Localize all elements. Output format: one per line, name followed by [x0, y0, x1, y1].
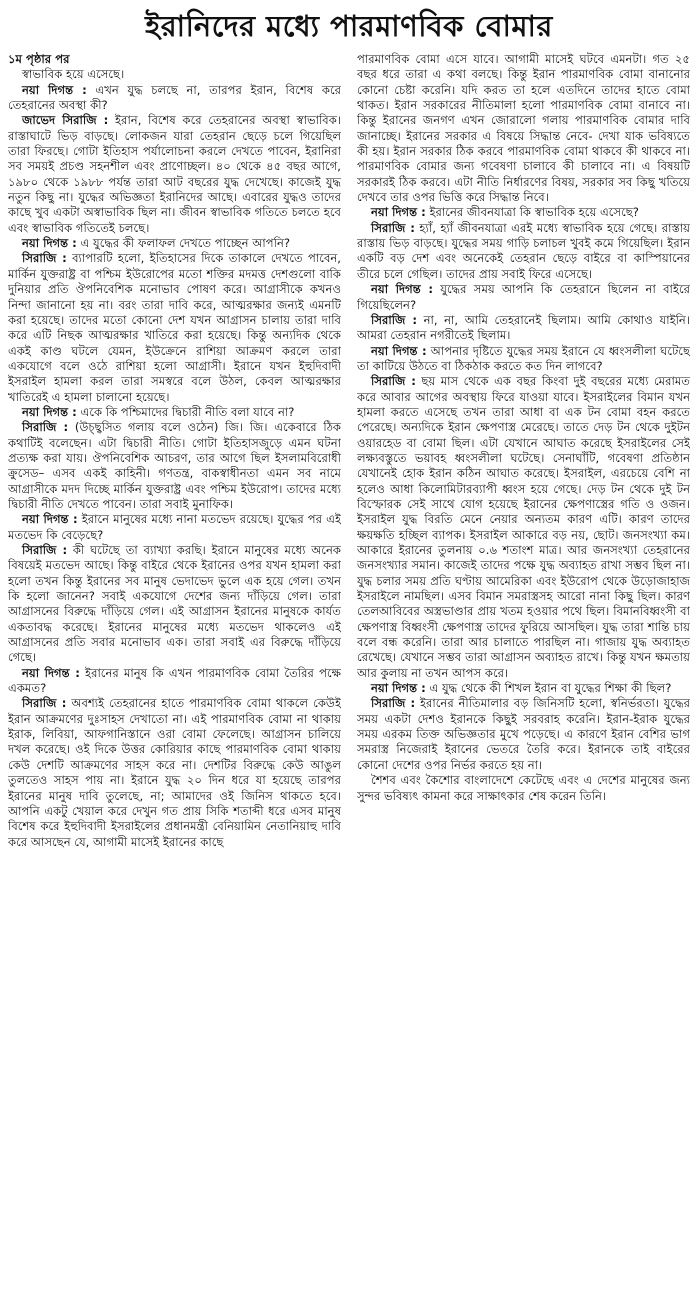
paragraph-text: এ যুদ্ধ থেকে কী শিখল ইরান বা যুদ্ধের শিক্ষা কী ছিল?	[425, 681, 672, 696]
speaker-label: নয়া দিগন্ত :	[371, 282, 434, 297]
speaker-label: সিরাজি :	[22, 251, 67, 266]
speaker-label: সিরাজি :	[371, 220, 415, 235]
column-left	[8, 52, 341, 1297]
speaker-label: নয়া দিগন্ত :	[22, 512, 78, 527]
speaker-label: নয়া দিগন্ত :	[371, 681, 426, 696]
paragraph	[357, 344, 690, 375]
paragraph-text: একে কি পশ্চিমাদের দ্বিচারী নীতি বলা যাবে না?	[76, 404, 295, 419]
speaker-label: নয়া দিগন্ত :	[22, 665, 80, 680]
paragraph	[357, 696, 690, 773]
paragraph-text: কী ঘটেছে তা ব্যাখ্যা করছি। ইরানে মানুষের মধ্যে অনেক বিষয়েই মতভেদ আছে। কিন্তু বাইরে থেকে ইরানের ওপর যখন হামলা করা হলো তখন কিন্তু ইরানের সব মানুষ ভেদাভেদ ভুলে এক হয়ে গেল। তখন কি হলো জানেন? সবাই একযোগে দেশের জন্য দাঁড়িয়ে গেল। তারা আগ্রাসনের বিরুদ্ধে দাঁড়িয়ে গেল। এই আগ্রাসন ইরানের মানুষকে কার্যত একতাবদ্ধ করেছে। ইরানের মানুষের মধ্যে মতভেদ থাকলেও এই আগ্রাসনের প্রতি সবার মনোভাব এক। তারা সবাই এর বিরুদ্ধে দাঁড়িয়ে গেছে।	[8, 543, 341, 665]
paragraph-text: ইরান, বিশেষ করে তেহরানের অবস্থা স্বাভাবিক। রাস্তাঘাটে ভিড় বাড়ছে। লোকজন যারা তেহরান ছেড়ে চলে গিয়েছিল তারা ফিরছে। গোটা ইতিহাস পর্যালোচনা করলে দেখতে পাবেন, ইরানিরা সব সময়ই প্রচণ্ড সহনশীল এবং প্রাণোচ্ছল। ৪০ থেকে ৪৫ বছর আগে, ১৯৮০ থেকে ১৯৮৮ পর্যন্ত তারা আট বছরের যুদ্ধ দেখেছে। কাজেই যুদ্ধ নতুন কিছু না। যুদ্ধের অভিজ্ঞতা ইরানিদের আছে। এবারের যুদ্ধও তাদের কাছে খুব একটা অস্বাভাবিক ছিল না। জীবন স্বাভাবিক গতিতে চলতে হবে এবং স্বাভাবিক গতিতেই চলছে।	[8, 113, 341, 235]
column-right	[357, 52, 690, 1297]
speaker-label: নয়া দিগন্ত :	[22, 236, 77, 251]
paragraph	[8, 512, 341, 543]
paragraph-text: ইরানের নীতিমালার বড় জিনিসটি হলো, স্বনির্ভরতা। যুদ্ধের সময় একটা দেশও ইরানকে কিছুই সরবরাহ করেনি। ইরান-ইরাক যুদ্ধের সময় এরকম তিক্ত অভিজ্ঞতার মুখে পড়েছে। এ কারণে ইরান বেশির ভাগ সমরাস্ত্র নিজেরাই ইরানের ভেতরে তৈরি করে। ইরানকে তাই বাইরের কোনো দেশের ওপর নির্ভর করতে হয় না।	[357, 696, 690, 772]
paragraph-text: ছয় মাস থেকে এক বছর কিংবা দুই বছরের মধ্যে মেরামত করে আবার আগের অবস্থায় ফিরে যাওয়া যাবে। ইসরাইলের বিমান যখন হামলা করতে এসেছে তখন তারা আধা বা এক টন বোমা বহন করতে পেরেছে। অন্যদিকে ইরান ক্ষেপণাস্ত্র মেরেছে। তাতে দেড় টন থেকে দুইটন ওয়ারহেড বা বোমা ছিল। এটা যেখানে আঘাত করেছে ইসরাইলের সেই লক্ষ্যবস্তুতে ভয়াবহ ধ্বংসলীলা ঘটেছে। সেনাঘাঁটি, গবেষণা প্রতিষ্ঠান যেখানেই হোক ইরান কঠিন আঘাত করেছে। ইসরাইল, এরচেয়ে বেশি না হলেও আধা কিলোমিটারব্যাপী ধ্বংস হয়ে গেছে। দেড় টন থেকে দুই টন বিস্ফোরক সেই সাথে যোগ হয়েছে ইরানের ক্ষেপণাস্ত্রের গতি ও ওজন। ইসরাইল যুদ্ধ বিরতি মেনে নেয়ার অন্যতম কারণ এটি। কারণ তাদের ক্ষয়ক্ষতি হচ্ছিল ব্যাপক। ইসরাইল আকারে বড় নয়, ছোট। জনসংখ্যা কম। আকারে ইরানের তুলনায় ০.৬ শতাংশ মাত্র। আর জনসংখ্যা তেহরানের জনসংখ্যার সমান। কাজেই তাদের পক্ষে যুদ্ধ অব্যাহত রাখা সম্ভব ছিল না। যুদ্ধ চলার সময় প্রতি ঘণ্টায় আমেরিকা এবং ইউরোপ থেকে উড়োজাহাজ ইসরাইলে নামছিল। এসব বিমান সমরাস্ত্রসহ আরো নানা কিছু ছিল। কারণ তেলআবিবের অস্ত্রভাণ্ডার প্রায় খতম হওয়ার পথে ছিল। বিমানবিধ্বংসী বা ক্ষেপণাস্ত্র বিধ্বংসী ক্ষেপণাস্ত্র তাদের ফুরিয়ে আসছিল। যুদ্ধ তারা শান্তি চায় বলে বন্ধ করেনি। তারা আর চালাতে পারছিল না। গাজায় যুদ্ধ অব্যাহত রেখেছে। যেখানে সম্ভব তারা আগ্রাসন অব্যাহত রাখে। কিন্তু যখন ক্ষমতায় আর কুলায় না তখন আপস করে।	[357, 374, 690, 680]
speaker-label: সিরাজি :	[371, 696, 416, 711]
speaker-label: সিরাজি :	[22, 696, 67, 711]
paragraph-text: এখন যুদ্ধ চলছে না, তারপর ইরান, বিশেষ করে তেহরানের অবস্থা কী?	[8, 82, 341, 113]
paragraph	[8, 236, 341, 251]
paragraph	[8, 113, 341, 236]
paragraph	[8, 420, 341, 512]
speaker-label: সিরাজি :	[371, 312, 417, 327]
paragraph: শৈশব এবং কৈশোর বাংলাদেশে কেটেছে এবং এ দেশের মানুষের জন্য সুন্দর ভবিষ্যৎ কামনা করে সাক্ষাৎকার শেষ করেন তিনি।	[357, 773, 690, 803]
speaker-label: সিরাজি :	[22, 420, 69, 435]
paragraph	[8, 543, 341, 666]
paragraph	[357, 205, 690, 220]
speaker-label: নয়া দিগন্ত :	[371, 343, 427, 358]
speaker-label: নয়া দিগন্ত :	[371, 205, 426, 220]
paragraph	[8, 696, 341, 849]
paragraph	[357, 374, 690, 681]
speaker-label: নয়া দিগন্ত :	[22, 404, 77, 419]
paragraph	[357, 221, 690, 282]
paragraph-text: ইরানে মানুষের মধ্যে নানা মতভেদ রয়েছে। যুদ্ধের পর এই মতভেদ কি বেড়েছে?	[8, 512, 341, 542]
speaker-label: সিরাজি :	[371, 374, 416, 389]
speaker-label: নয়া দিগন্ত :	[22, 82, 87, 97]
paragraph-text: হ্যাঁ, হ্যাঁ জীবনযাত্রা এরই মধ্যে স্বাভাবিক হয়ে গেছে। রাস্তায় রাস্তায় ভিড় বাড়ছে। যুদ্ধের সময় গাড়ি চলাচল খুবই কমে গিয়েছিল। ইরান একটি বড় দেশ এবং অনেকেই তেহরান ছেড়ে বাইরে বা কাস্পিয়ানের তীরে চলে গেছিল। তাদের প্রায় সবাই ফিরে এসেছে।	[357, 220, 690, 281]
paragraph-text: ইরানের জীবনযাত্রা কি স্বাভাবিক হয়ে এসেছে?	[425, 205, 639, 220]
article-body	[8, 52, 690, 1297]
continued-from-label: ১ম পৃষ্ঠার পর	[8, 52, 70, 66]
paragraph-text: ইরানের মানুষ কি এখন পারমাণবিক বোমা তৈরির পক্ষে একমত?	[8, 665, 341, 696]
paragraph-text: এ যুদ্ধের কী ফলাফল দেখতে পাচ্ছেন আপনি?	[76, 236, 291, 251]
headline: ইরানিদের মধ্যে পারমাণবিক বোমার	[145, 8, 553, 43]
speaker-label: জাভেদ সিরাজি :	[22, 113, 109, 128]
paragraph	[8, 83, 341, 114]
paragraph-text: না, না, আমি তেহরানেই ছিলাম। আমি কোথাও যাইনি। আমরা তেহরান নগরীতেই ছিলাম।	[357, 312, 690, 343]
paragraph-text: যুদ্ধের সময় আপনি কি তেহরানে ছিলেন না বাইরে গিয়েছিলেন?	[357, 282, 690, 312]
paragraph	[8, 405, 341, 420]
paragraph	[357, 282, 690, 313]
paragraph	[357, 313, 690, 344]
paragraph	[8, 666, 341, 697]
paragraph-text: অবশ্যই তেহরানের হাতে পারমাণবিক বোমা থাকলে কেউই ইরান আক্রমণের দুঃসাহস দেখাতো না। এই পারমাণবিক বোমা না থাকায় ইরাক, লিবিয়া, আফগানিস্তানে ওরা বোমা ফেলেছে। আগ্রাসন চালিয়ে দখল করেছে। ওই দিকে উত্তর কোরিয়ার কাছে পারমাণবিক বোমা থাকায় কেউ দেশটি আক্রমণের সাহস করে না। দেশটির বিরুদ্ধে কেউ আঙুল তুলতেও সাহস পায় না। ইরানে যুদ্ধ ২০ দিন ধরে যা হয়েছে তারপর ইরানের মানুষ দাবি তুলেছে, না; আমাদের ওই জিনিস থাকতে হবে। আপনি একটু খেয়াল করে দেখুন গত প্রায় সিকি শতাব্দী ধরে এসব মানুষ বিশেষ করে ইহুদিবাদী ইসরাইলের প্রধানমন্ত্রী বেনিয়ামিন নেতানিয়াহু দাবি করে আসছেন যে, আগামী মাসেই ইরানের কাছে	[8, 696, 341, 849]
paragraph: স্বাভাবিক হয়ে এসেছে।	[22, 67, 125, 82]
paragraph-text: (উচ্ছ্বসিত গলায় বলে ওঠেন) জি। জি। একেবারে ঠিক কথাটিই বলেছেন। এটা দ্বিচারী নীতি। গোটা ইতিহাসজুড়ে এমন ঘটনা প্রত্যক্ষ করা যায়। ঔপনিবেশিক আচরণ, তার আগে ছিল ইসলামবিরোধী ক্রুসেড– এসব একই কাহিনী। গণতন্ত্র, বাকস্বাধীনতা এমন সব নামে আগ্রাসীকে মদদ দিচ্ছে মার্কিন যুক্তরাষ্ট্র এবং পশ্চিম ইউরোপ। তাদের মধ্যে দ্বিচারী নীতি দেখতে পাবেন। তারা সবাই মুনাফিক।	[8, 420, 341, 511]
speaker-label: সিরাজি :	[22, 543, 68, 557]
paragraph: পারমাণবিক বোমা এসে যাবে। আগামী মাসেই ঘটবে এমনটা। গত ২৫ বছর ধরে তারা এ কথা বলছে। কিন্তু ইরান পারমাণবিক বোমা বানানোর কোনো চেষ্টা করেনি। যদি করত তা হলে এতদিনে তাদের হাতে বোমা থাকত। ইরান সরকারের নীতিমালা হলো পারমাণবিক বোমা বানাবে না। কিন্তু ইরানের জনগণ এখন জোরালো গলায় পারমাণবিক বোমার দাবি জানাচ্ছে। ইরানের সরকার এ বিষয়ে সিদ্ধান্ত নেবে- দেখা যাক ভবিষ্যতে কী হয়। ইরান সরকার ঠিক করবে পারমাণবিক বোমা থাকবে কী থাকবে না। পারমাণবিক বোমার জন্য গবেষণা চালাবে কী চালাবে না। এ বিষয়টি সরকারই ঠিক করবে। এটা নীতি নির্ধারণের বিষয়, সরকার সব কিছু খতিয়ে দেখবে তার ওপর ভিত্তি করে সিদ্ধান্ত নিবে।	[357, 52, 690, 205]
paragraph-text: আপনার দৃষ্টিতে যুদ্ধের সময় ইরানে যে ধ্বংসলীলা ঘটেছে তা কাটিয়ে উঠতে বা ঠিকঠাক করতে কত দিন লাগবে?	[357, 343, 690, 373]
paragraph	[357, 681, 690, 696]
paragraph-text: ব্যাপারটি হলো, ইতিহাসের দিকে তাকালে দেখতে পাবেন, মার্কিন যুক্তরাষ্ট্র বা পশ্চিম ইউরোপের মতো শক্তির মদমত্ত দেশগুলো বাকি দুনিয়ার প্রতি ঔপনিবেশিক মনোভাব পোষণ করে। আগ্রাসীকে কখনও নিন্দা জানানো হয় না। বরং তারা দাবি করে, আত্মরক্ষার জন্যই এমনটি করা হয়েছে। তাদের মতো কোনো দেশ যখন আগ্রাসন চালায় তারা দাবি করে এটি নিছক আত্মরক্ষার খাতিরে করা হয়েছে। কিন্তু অন্যদিক থেকে একই কাণ্ড ঘটলে যেমন, ইউক্রেনে রাশিয়া আক্রমণ করলে তারা একযোগে বলে ওঠে রাশিয়া হলো আগ্রাসী। ইরানে যখন ইহুদিবাদী ইসরাইল হামলা করল তারা সমস্বরে বলে উঠল, কেবল আত্মরক্ষার খাতিরেই এ হামলা চালানো হয়েছে।	[8, 251, 341, 404]
paragraph	[8, 251, 341, 404]
